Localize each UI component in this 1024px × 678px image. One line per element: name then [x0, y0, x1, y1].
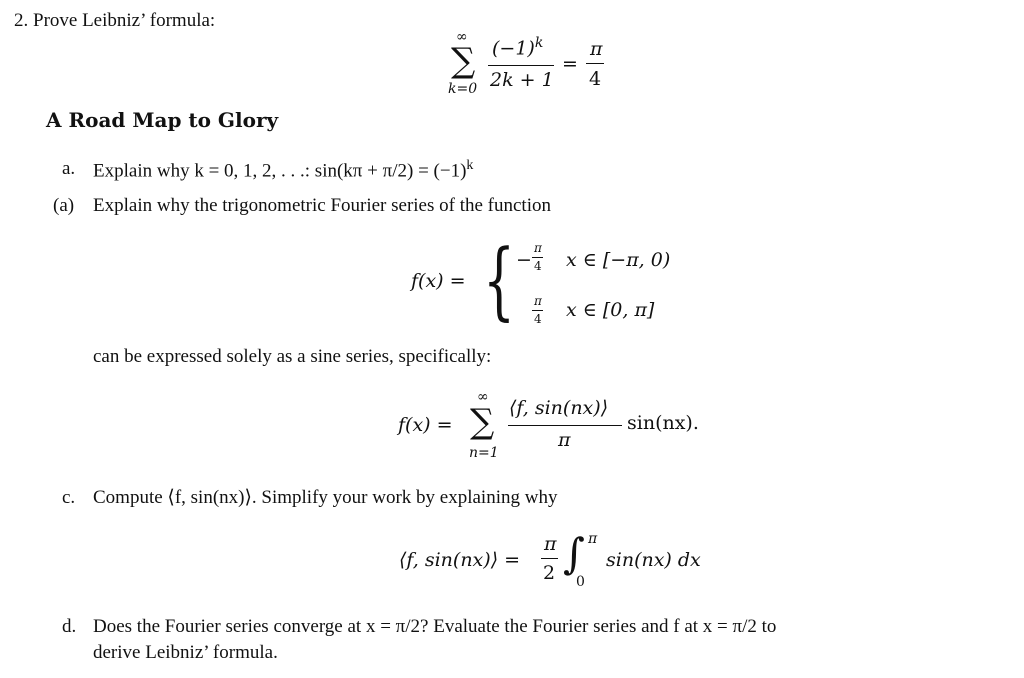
fraction-denominator: 2k + 1: [490, 69, 554, 91]
sum-lower-limit: k=0: [448, 81, 478, 97]
part-c-text: Compute ⟨f, sin(nx)⟩. Simplify your work by explaining why: [93, 487, 558, 508]
integral-lower-limit: 0: [576, 574, 585, 590]
rhs-numerator: π: [590, 38, 603, 60]
fraction-numerator: $(-1)^k$: [492, 35, 544, 60]
row1-condition: x ∈ [−π, 0): [566, 249, 671, 271]
part-c-marker: c.: [62, 487, 76, 508]
row1-num: π: [534, 241, 542, 255]
integral-upper-limit: π: [588, 531, 598, 547]
series-sum-lower: n=1: [469, 445, 499, 461]
left-brace: {: [483, 231, 516, 329]
integral-sign: ∫: [563, 529, 585, 578]
series-numerator: ⟨f, sin(nx)⟩: [509, 397, 609, 419]
sum-upper-limit: ∞: [456, 29, 468, 45]
series-summation-sign: ∑: [470, 402, 495, 442]
equals-sign: =: [562, 53, 578, 75]
rhs-denominator: 4: [589, 68, 602, 90]
integral-coeff-den: 2: [543, 562, 556, 584]
piecewise-lhs: f(x) =: [411, 270, 466, 292]
row1-minus: −: [516, 249, 532, 271]
row1-den: 4: [534, 259, 542, 273]
part-d-line2: derive Leibniz’ formula.: [93, 642, 278, 663]
summation-sign: ∑: [451, 41, 476, 81]
sine-series-text: can be expressed solely as a sine series, specifically:: [93, 346, 492, 367]
row2-num: π: [534, 294, 542, 308]
series-denominator: π: [558, 429, 571, 451]
part-b-text: Explain why the trigonometric Fourier series of the function: [93, 195, 551, 216]
section-heading: A Road Map to Glory: [46, 108, 279, 132]
part-b-marker: (a): [53, 195, 75, 216]
row2-condition: x ∈ [0, π]: [566, 299, 655, 321]
problem-label: 2. Prove Leibniz’ formula:: [14, 10, 216, 31]
integrand: sin(nx) dx: [606, 549, 701, 571]
rhs-fraction-bar: [586, 63, 604, 64]
series-sum-upper: ∞: [477, 389, 489, 405]
integral-lhs: ⟨f, sin(nx)⟩ =: [399, 549, 521, 571]
series-lhs: f(x) =: [398, 414, 453, 436]
part-a-text: Explain why k = 0, 1, 2, . . .: $\sin(k\pi + \pi/2) = (-1)^k$: [93, 158, 474, 182]
part-d-marker: d.: [62, 616, 77, 637]
row1-bar: [532, 257, 543, 258]
part-d-line1: Does the Fourier series converge at x = π/2? Evaluate the Fourier series and f at x = π/2 to: [93, 616, 777, 637]
row2-den: 4: [534, 312, 542, 326]
fraction-bar: [488, 65, 554, 66]
series-rhs: sin(nx).: [627, 412, 699, 434]
integral-coeff-num: π: [544, 533, 557, 555]
series-fraction-bar: [508, 425, 622, 426]
part-a-marker: a.: [62, 158, 76, 179]
integral-coeff-bar: [541, 558, 558, 559]
row2-bar: [532, 310, 543, 311]
